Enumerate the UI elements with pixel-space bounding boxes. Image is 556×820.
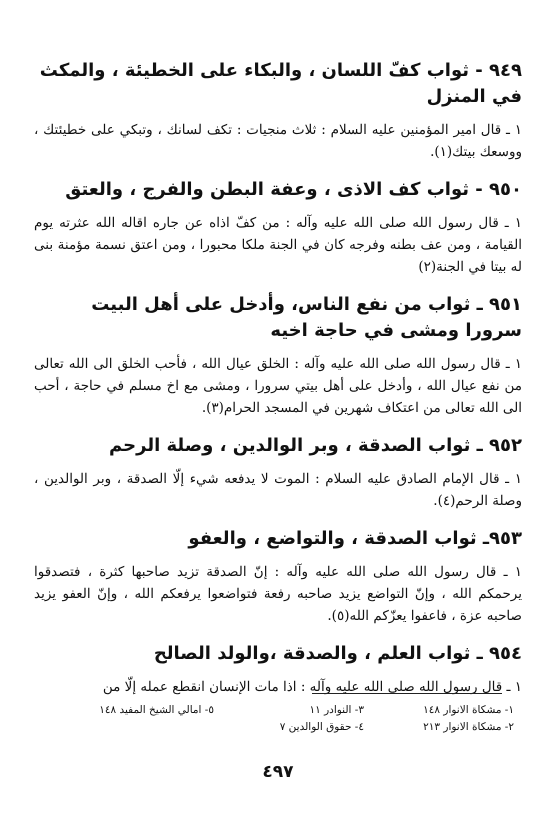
section-heading: ٩٥٣ـ ثواب الصدقة ، والتواضع ، والعفو	[188, 528, 522, 549]
section-954	[34, 641, 522, 698]
section-heading: ٩٥٠ - ثواب كف الاذى ، وعفة البطن والفرج ، والعتق	[65, 179, 522, 200]
section-text: ١ ـ قال امير المؤمنين عليه السلام : ثلاث منجيات : تكف لسانك ، وتبكي على خطيئتك ، ووسعك بيتك(١).	[34, 122, 522, 160]
section-949	[34, 58, 522, 163]
section-text: ١ ـ قال الإمام الصادق عليه السلام : الموت لا يدفعه شيء إلّا الصدقة ، وبر الوالدين ، وصلة الرحم(٤).	[34, 471, 522, 509]
section-heading: ٩٤٩ - ثواب كفّ اللسان ، والبكاء على الخطيئة ، والمكث في المنزل	[39, 60, 522, 107]
section-953	[34, 526, 522, 627]
page-number: ٤٩٧	[262, 762, 294, 782]
section-950	[34, 177, 522, 278]
section-heading: ٩٥٤ ـ ثواب العلم ، والصدقة ،والولد الصالح	[153, 643, 522, 664]
footnote: ٥- امالي الشيخ المفيد ١٤٨	[99, 704, 214, 716]
footnote: ٤- حقوق الوالدين ٧	[279, 721, 364, 733]
section-heading: ٩٥٢ ـ ثواب الصدقة ، وبر الوالدين ، وصلة الرحم	[109, 435, 522, 456]
section-952	[34, 433, 522, 512]
section-text: ١ ـ قال رسول الله صلى الله عليه وآله : الخلق عيال الله ، فأحب الخلق الى الله تعالى من نفع عيال الله ، وأدخل على أهل بيتي سرورا ، ومشى مع اخ مسلم في حاجة ، أحب الى الله تعالى من اعتكاف شهرين في المسجد الحرام(٣).	[34, 356, 522, 416]
footnote: ٣- النوادر ١١	[309, 704, 364, 716]
section-text: ١ ـ قال رسول الله صلى الله عليه وآله : إنّ الصدقة تزيد صاحبها كثرة ، فتصدقوا يرحمكم الله ، وإنّ التواضع يزيد صاحبه رفعة فتواضعوا يرفعكم الله ، وإنّ العفو يزيد صاحبه عزة ، فاعفوا يعزّكم الله(٥).	[34, 564, 522, 624]
section-951	[34, 292, 522, 419]
page-body	[34, 58, 522, 712]
section-text: ١ ـ قال رسول الله صلى الله عليه وآله : من كفّ اذاه عن جاره اقاله الله عثرته يوم القيامة ، ومن عف بطنه وفرجه كان في الجنة ملكا محبورا ، ومن اعتق نسمة مؤمنة بنى له بيتا في الجنة(٢)	[34, 215, 522, 275]
section-heading: ٩٥١ ـ ثواب من نفع الناس، وأدخل على أهل البيت سرورا ومشى في حاجة اخيه	[91, 294, 522, 341]
footnote-divider	[312, 693, 502, 694]
footnote: ٢- مشكاة الانوار ٢١٣	[423, 721, 514, 733]
footnotes	[54, 702, 514, 736]
section-text: ١ ـ قال رسول الله صلى الله عليه وآله : اذا مات الإنسان انقطع عمله إلّا من	[102, 679, 522, 695]
footnote: ١- مشكاة الانوار ١٤٨	[423, 704, 514, 716]
